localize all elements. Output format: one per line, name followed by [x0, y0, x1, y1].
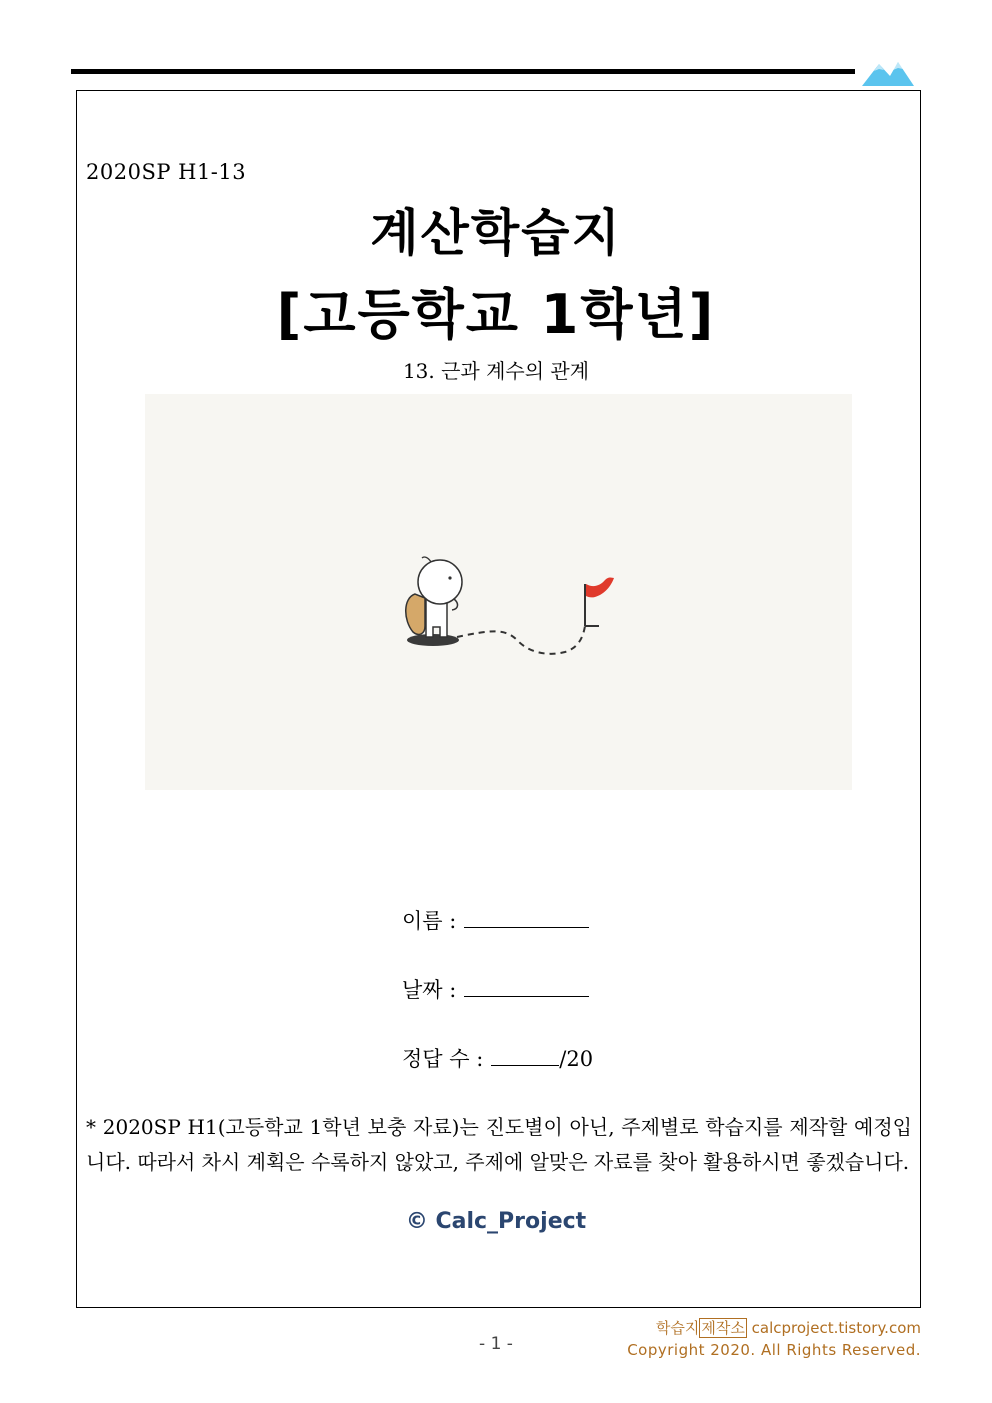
score-field: [402, 1043, 593, 1073]
date-label: 날짜 :: [402, 978, 457, 1002]
walking-character-icon: [406, 557, 462, 637]
date-field: [402, 974, 589, 1004]
red-flag-icon: [585, 578, 614, 627]
footer-brand-plain: 학습지: [655, 1319, 700, 1337]
page-title: 계산학습지: [370, 204, 622, 262]
unit-subtitle: 13. 근과 계수의 관계: [402, 359, 590, 383]
name-blank[interactable]: [464, 907, 589, 928]
page-number: - 1 -: [479, 1334, 513, 1354]
score-blank[interactable]: [491, 1045, 559, 1066]
footer-brand: [656, 1317, 921, 1338]
copyright-mark: © Calc_Project: [405, 1209, 587, 1234]
name-label: 이름 :: [402, 909, 457, 933]
score-total: /20: [559, 1047, 594, 1071]
date-blank[interactable]: [464, 976, 589, 997]
footer-brand-boxed: 제작소: [701, 1319, 745, 1337]
dashed-path: [457, 626, 585, 654]
mountain-logo-icon: [862, 58, 914, 86]
document-code: 2020SP H1-13: [86, 160, 247, 184]
footer-rights: Copyright 2020. All Rights Reserved.: [627, 1341, 921, 1359]
notice-text: * 2020SP H1(고등학교 1학년 보충 자료)는 진도별이 아닌, 주제별로 학습지를 제작할 예정입니다. 따라서 차시 계획은 수록하지 않았고, 주제에 알맞은 자료를 찾아 활용하시면 좋겠습니다.: [86, 1115, 912, 1174]
footer-site-link[interactable]: calcproject.tistory.com: [751, 1319, 921, 1337]
grade-title: [고등학교 1학년]: [276, 283, 716, 346]
score-label: 정답 수 :: [402, 1047, 484, 1071]
cover-illustration: [145, 394, 852, 790]
header-rule: [71, 69, 855, 74]
name-field: [402, 905, 589, 935]
